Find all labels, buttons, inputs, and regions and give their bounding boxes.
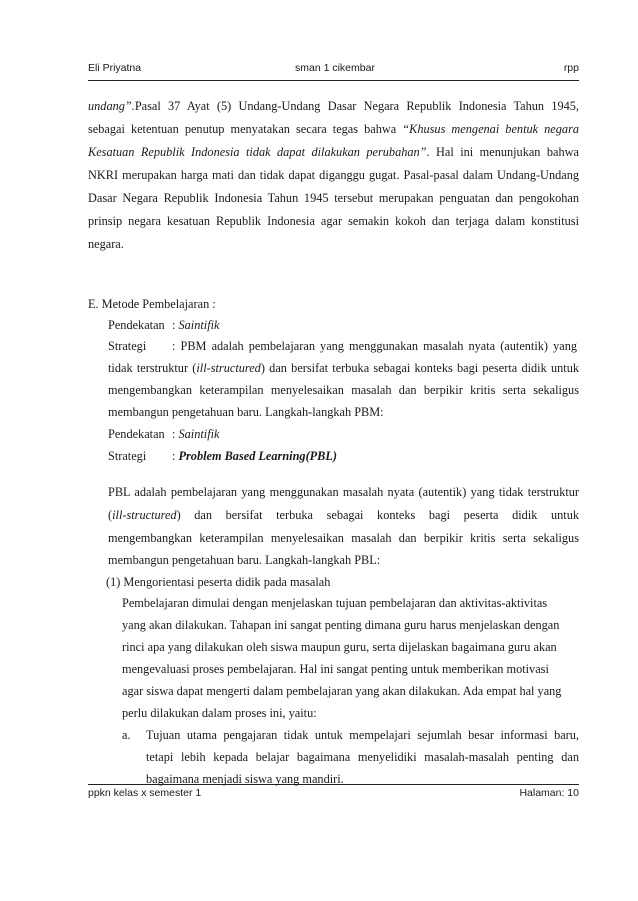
intro-line: Kesatuan Republik Indonesia tidak dapat dilakukan perubahan”. Hal ini menunjukan bahwa	[88, 145, 579, 159]
intro-line: prinsip negara kesatuan Republik Indonesia agar semakin kokoh dan terjaga dalam konstitusi	[88, 214, 579, 228]
header-school: sman 1 cikembar	[295, 62, 375, 74]
pbl-line: PBL adalah pembelajaran yang menggunakan masalah nyata (autentik) yang tidak terstruktur	[108, 485, 579, 499]
strategi-row	[108, 337, 579, 355]
footer-course: ppkn kelas x semester 1	[88, 787, 202, 799]
item-a-line: tetapi lebih kepada belajar bagaimana menyelidiki masalah-masalah penting dan	[146, 750, 579, 764]
page-footer	[88, 787, 579, 803]
item-a-line: bagaimana menjadi siswa yang mandiri.	[146, 772, 344, 786]
pendekatan-row-2	[108, 425, 579, 443]
pendekatan-value: : Saintifik	[172, 427, 220, 441]
step-1-line: yang akan dilakukan. Tahapan ini sangat penting dimana guru harus menjelaskan dengan	[122, 618, 560, 632]
pbl-line: (ill-structured) dan bersifat terbuka sebagai konteks bagi peserta didik untuk	[108, 508, 579, 522]
pbl-line: mengembangkan keterampilan menyelesaikan masalah dan berpikir kritis serta sekaligus	[108, 531, 579, 545]
step-1-line: mengevaluasi proses pembelajaran. Hal ini sangat penting untuk memberikan motivasi	[122, 662, 549, 676]
strategi-line: tidak terstruktur (ill-structured) dan bersifat terbuka sebagai konteks bagi peserta didik untuk	[108, 361, 579, 375]
strategi-label: Strategi	[108, 339, 147, 353]
intro-line: negara.	[88, 237, 124, 251]
step-1-line: agar siswa dapat mengerti dalam pembelajaran yang akan dilakukan. Ada empat hal yang	[122, 684, 562, 698]
strategi-line: membangun pengetahuan baru. Langkah-langkah PBM:	[108, 405, 384, 419]
strategi-row-2	[108, 447, 579, 465]
step-1-line: perlu dilakukan dalam proses ini, yaitu:	[122, 706, 317, 720]
item-a-marker: a.	[122, 728, 131, 742]
item-a-line: Tujuan utama pengajaran tidak untuk mempelajari sejumlah besar informasi baru,	[146, 728, 579, 742]
pendekatan-label: Pendekatan	[108, 318, 165, 332]
strategi-label: Strategi	[108, 449, 147, 463]
page-header	[88, 62, 579, 78]
header-author: Eli Priyatna	[88, 62, 142, 74]
strategi-line: mengembangkan keterampilan menyelesaikan masalah dan berpikir kritis serta sekaligus	[108, 383, 579, 397]
pendekatan-row	[108, 316, 579, 334]
section-title: E. Metode Pembelajaran :	[88, 297, 216, 311]
footer-page-number: Halaman: 10	[519, 787, 579, 799]
footer-rule	[88, 784, 579, 785]
step-1-line: rinci apa yang dilakukan oleh siswa maupun guru, serta dijelaskan bagaimana guru akan	[122, 640, 557, 654]
step-1-line: Pembelajaran dimulai dengan menjelaskan tujuan pembelajaran dan aktivitas-aktivitas	[122, 596, 548, 610]
pbl-line: membangun pengetahuan baru. Langkah-langkah PBL:	[108, 553, 381, 567]
header-doc-type: rpp	[563, 62, 579, 74]
header-rule	[88, 80, 579, 81]
pendekatan-value: : Saintifik	[172, 318, 220, 332]
strategi-value: : PBM adalah pembelajaran yang menggunakan masalah nyata (autentik) yang	[172, 339, 577, 353]
intro-line: undang”.Pasal 37 Ayat (5) Undang-Undang Dasar Negara Republik Indonesia Tahun 1945,	[88, 99, 579, 113]
intro-line: NKRI merupakan harga mati dan tidak dapat diganggu gugat. Pasal-pasal dalam Undang-Undang	[88, 168, 579, 182]
step-1-title: (1) Mengorientasi peserta didik pada masalah	[106, 575, 331, 589]
pendekatan-label: Pendekatan	[108, 427, 165, 441]
strategi-value: : Problem Based Learning(PBL)	[172, 449, 337, 463]
intro-line: sebagai ketentuan penutup menyatakan secara tegas bahwa “Khusus mengenai bentuk negara	[88, 122, 579, 136]
intro-line: Dasar Negara Republik Indonesia Tahun 1945 tersebut merupakan penguatan dan pengokohan	[88, 191, 579, 205]
